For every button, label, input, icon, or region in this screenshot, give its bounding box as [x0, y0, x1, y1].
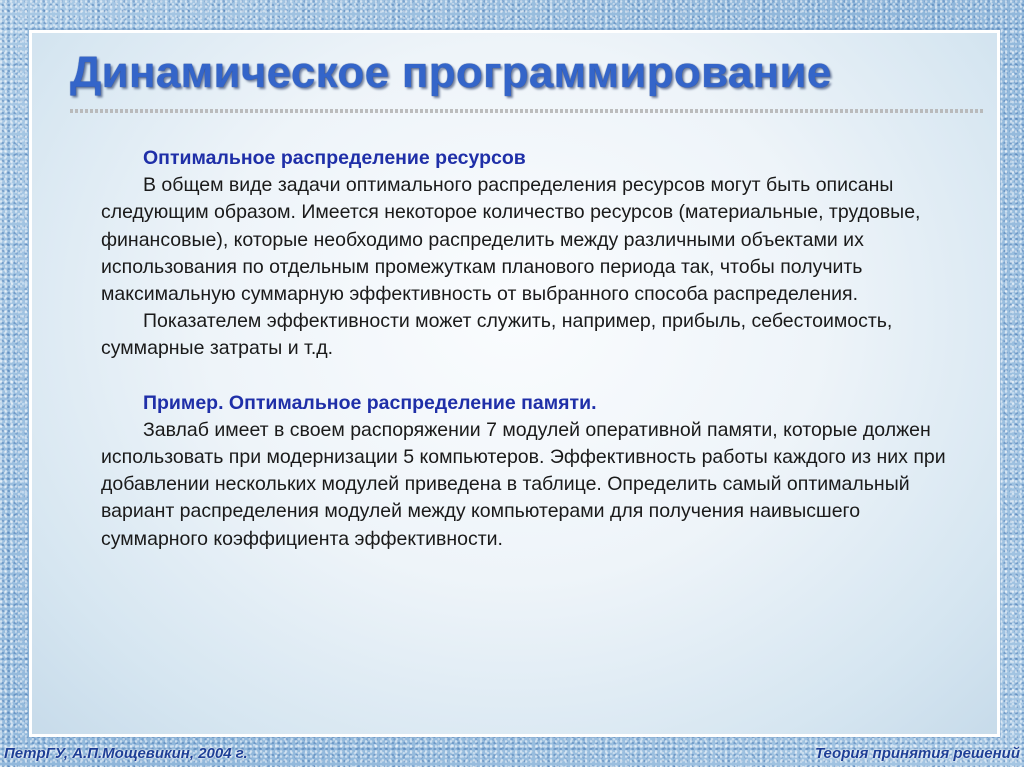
- footer-course: Теория принятия решений: [814, 745, 1020, 762]
- section-heading-example: Пример. Оптимальное распределение памяти.: [143, 391, 597, 414]
- paragraph-spacer: [101, 363, 961, 390]
- paragraph-example-description: Завлаб имеет в своем распоряжении 7 модулей оперативной памяти, которые должен использовать при модернизации 5 компьютеров. Эффективность работы каждого из них при добавлении нескольких модулей приведена в таблице. Определить самый оптимальный вариант распределения модулей между компьютерами для получения наивысшего суммарного коэффициента эффективности.: [101, 418, 946, 550]
- footer-author: ПетрГУ, А.П.Мощевикин, 2004 г.: [4, 745, 248, 762]
- slide-title: Динамическое программирование: [70, 48, 832, 97]
- paragraph-efficiency-indicator: Показателем эффективности может служить, например, прибыль, себестоимость, суммарные затраты и т.д.: [101, 310, 893, 360]
- paragraph-resources-description: В общем виде задачи оптимального распределения ресурсов могут быть описаны следующим образом. Имеется некоторое количество ресурсов (материальные, трудовые, финансовые), которые необходимо распределить между различными объектами их использования по отдельным промежуткам планового периода так, чтобы получить максимальную суммарную эффективность от выбранного способа распределения.: [101, 174, 921, 306]
- section-heading-resources: Оптимальное распределение ресурсов: [143, 147, 526, 169]
- title-divider: [70, 109, 983, 113]
- slide-body: [101, 145, 961, 553]
